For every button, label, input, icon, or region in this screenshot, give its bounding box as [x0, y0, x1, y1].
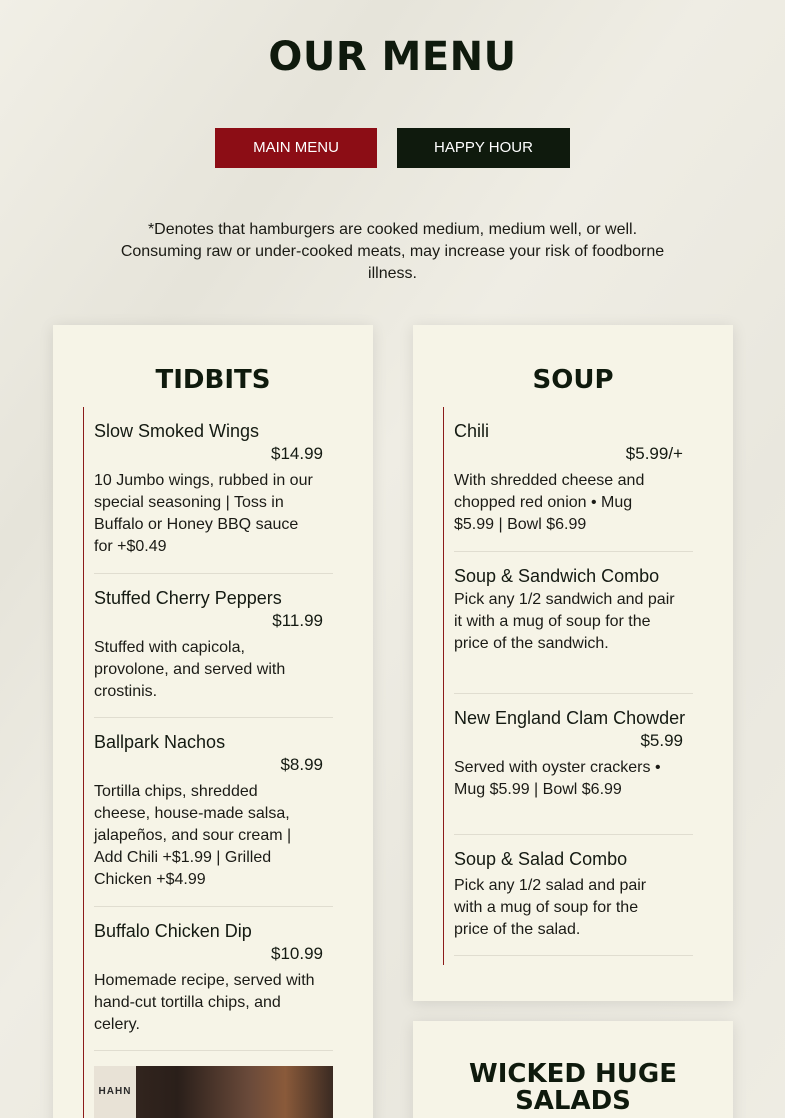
- item-name: Soup & Salad Combo: [454, 849, 628, 869]
- item-name: Ballpark Nachos: [94, 732, 226, 752]
- item-price: $5.99/+: [625, 444, 683, 463]
- item-name: Chili: [454, 421, 490, 441]
- section-divider-line: [83, 407, 84, 1118]
- tab-main-menu[interactable]: MAIN MENU: [215, 128, 377, 168]
- menu-item: [454, 709, 693, 835]
- section-title-tidbits: TIDBITS: [155, 365, 271, 395]
- item-price: $5.99: [640, 731, 683, 750]
- item-description: Homemade recipe, served with hand-cut tortilla chips, and celery.: [94, 972, 315, 1033]
- wine-bottle-image: [94, 1066, 136, 1118]
- menu-item: [94, 733, 333, 907]
- tidbits-card: [53, 325, 373, 1118]
- food-photo: [94, 1066, 333, 1118]
- bottle-label: HAHN: [98, 1086, 132, 1097]
- item-name: Stuffed Cherry Peppers: [94, 588, 282, 608]
- item-description: Stuffed with capicola, provolone, and served with crostinis.: [94, 639, 286, 700]
- item-price: $14.99: [271, 444, 323, 463]
- item-description: With shredded cheese and chopped red onion • Mug $5.99 | Bowl $6.99: [454, 472, 645, 533]
- menu-item: [94, 589, 333, 718]
- item-price: $11.99: [272, 611, 323, 630]
- menu-item: [94, 422, 333, 574]
- item-description: Tortilla chips, shredded cheese, house-made salsa, jalapeños, and sour cream | Add Chili +$1.99 | Grilled Chicken +$4.99: [94, 783, 292, 888]
- item-description: Pick any 1/2 sandwich and pair it with a mug of soup for the price of the sandwich.: [454, 591, 675, 652]
- menu-item: [454, 422, 693, 552]
- item-name: Slow Smoked Wings: [94, 421, 260, 441]
- menu-item: [94, 922, 333, 1051]
- item-description: Pick any 1/2 salad and pair with a mug of soup for the price of the salad.: [454, 877, 647, 938]
- cooking-notice: *Denotes that hamburgers are cooked medium, medium well, or well. Consuming raw or under-cooked meats, may increase your risk of foodborne illness.: [120, 221, 665, 282]
- tab-happy-hour[interactable]: HAPPY HOUR: [397, 128, 570, 168]
- salads-card: [413, 1021, 733, 1118]
- item-description: 10 Jumbo wings, rubbed in our special seasoning | Toss in Buffalo or Honey BBQ sauce for +$0.49: [94, 472, 313, 555]
- item-description: Served with oyster crackers • Mug $5.99 | Bowl $6.99: [454, 759, 661, 798]
- section-divider-line: [443, 407, 444, 965]
- page-title: OUR MENU: [268, 34, 517, 80]
- item-price: $8.99: [280, 755, 323, 774]
- section-title-salads: WICKED HUGE SALADS: [469, 1059, 677, 1116]
- menu-tabs: [0, 128, 785, 168]
- item-name: New England Clam Chowder: [454, 708, 686, 728]
- item-price: $10.99: [271, 944, 323, 963]
- item-name: Soup & Sandwich Combo: [454, 566, 660, 586]
- menu-item: [454, 850, 693, 956]
- item-name: Buffalo Chicken Dip: [94, 921, 252, 941]
- menu-item: [454, 567, 693, 694]
- section-title-soup: SOUP: [532, 365, 614, 395]
- soup-card: [413, 325, 733, 1001]
